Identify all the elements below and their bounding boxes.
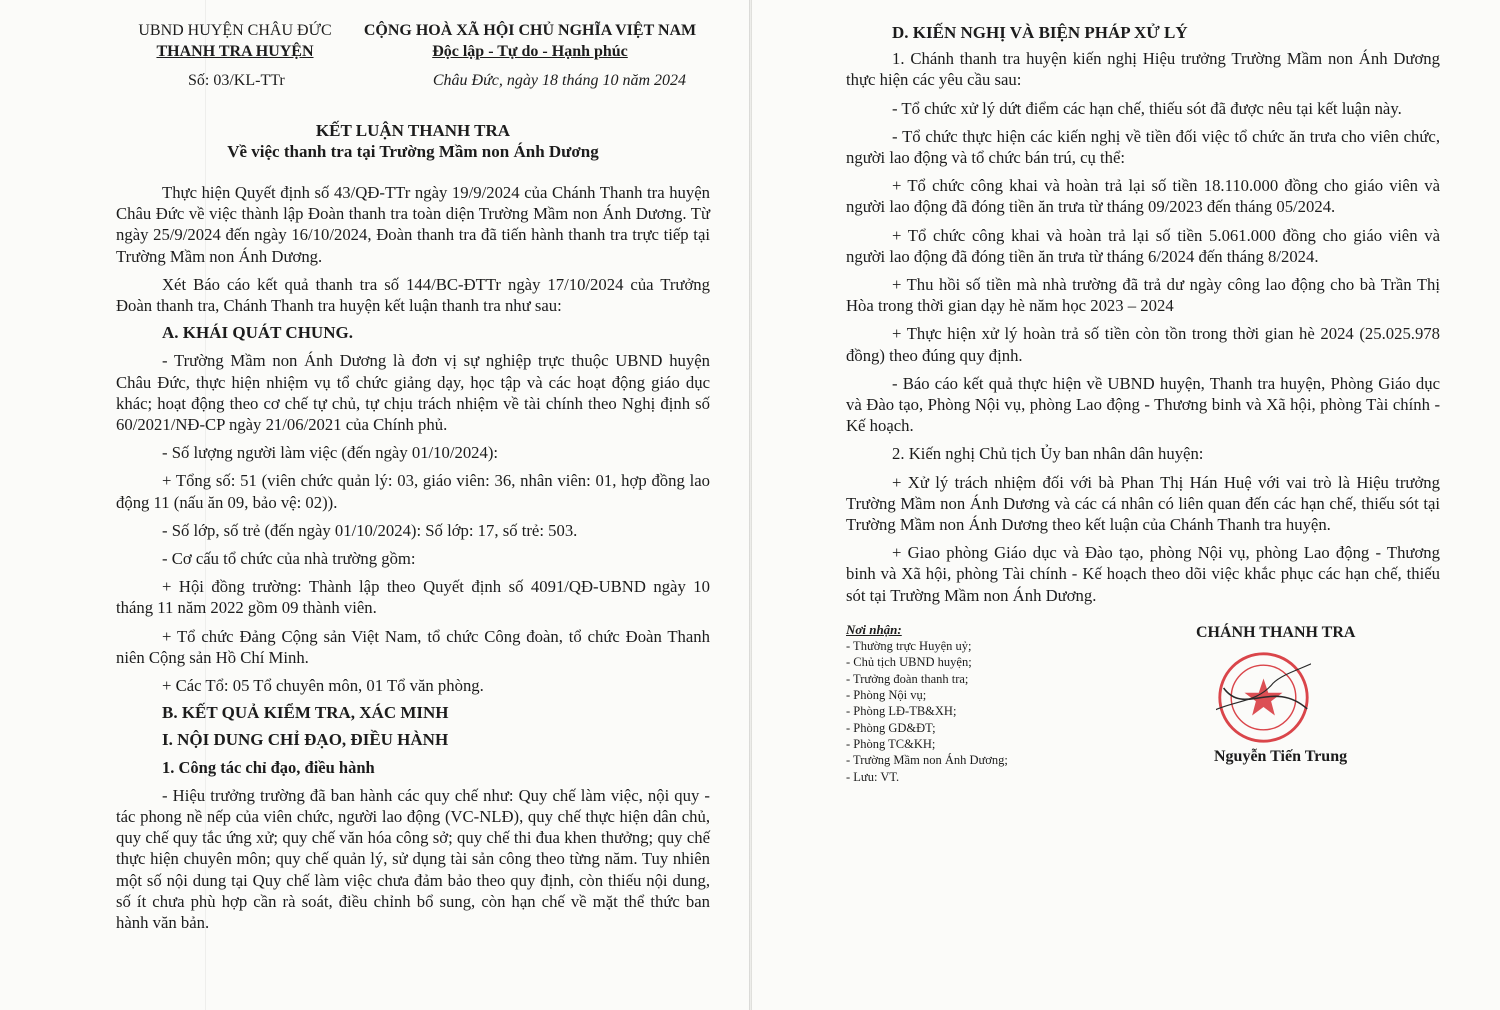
document-number: Số: 03/KL-TTr — [188, 72, 285, 89]
section-b-paragraph: - Hiệu trưởng trường đã ban hành các quy chế như: Quy chế làm việc, nội quy - tác phong nề nếp của viên chức, người lao động (VC-NLĐ), quy chế thực hiện dân chủ, quy chế quy tắc ứng xử; quy chế văn hóa công sở; quy chế thi đua khen thưởng; quy chế thực hiện chuyên môn; quy chế quản lý, sử dụng tài sản công theo từng năm. Tuy nhiên một số nội dung tại Quy chế làm việc chưa đảm bảo theo quy định, còn thiếu nội dung, số ít chưa phù hợp cần rà soát, điều chỉnh bổ sung, còn hạn chế về mặt thể thức ban hành văn bản. — [116, 785, 710, 933]
title-main: KẾT LUẬN THANH TRA — [315, 121, 511, 140]
section-a-paragraph: + Các Tổ: 05 Tổ chuyên môn, 01 Tổ văn phòng. — [162, 676, 484, 696]
section-b-heading: B. KẾT QUẢ KIỂM TRA, XÁC MINH — [162, 703, 449, 723]
recipients-title: Nơi nhận: — [846, 621, 902, 637]
section-a-heading: A. KHÁI QUÁT CHUNG. — [162, 323, 353, 343]
section-d-paragraph: + Xử lý trách nhiệm đối với bà Phan Thị Hán Huệ với vai trò là Hiệu trưởng Trường Mầm non Ánh Dương và các cá nhân có liên quan đến các hạn chế, thiếu sót tại Trường Mầm non Ánh Dương theo kết luận của Chánh Thanh tra huyện. — [846, 472, 1440, 535]
section-d-paragraph: - Tổ chức xử lý dứt điểm các hạn chế, thiếu sót đã được nêu tại kết luận này. — [892, 98, 1402, 118]
section-d-paragraph: - Tổ chức thực hiện các kiến nghị về tiền đối việc tổ chức ăn trưa cho viên chức, người lao động và tổ chức bán trú, cụ thể: — [846, 126, 1440, 168]
paper-crease — [205, 0, 206, 1010]
recipients-list — [846, 622, 1008, 785]
section-b1-heading: I. NỘI DUNG CHỈ ĐẠO, ĐIỀU HÀNH — [162, 730, 449, 750]
section-a-paragraph: + Hội đồng trường: Thành lập theo Quyết định số 4091/QĐ-UBND ngày 10 tháng 11 năm 2022 gồm 09 thành viên. — [116, 577, 710, 618]
recipient-item: - Phòng TC&KH; — [846, 736, 936, 751]
recipient-item: - Trường Mầm non Ánh Dương; — [846, 753, 1008, 768]
recipient-item: - Phòng LĐ-TB&XH; — [846, 704, 957, 719]
section-a-paragraph: + Tổ chức Đảng Cộng sản Việt Nam, tổ chức Công đoàn, tổ chức Đoàn Thanh niên Cộng sản Hồ Chí Minh. — [116, 626, 710, 667]
agency-name: THANH TRA HUYỆN — [156, 43, 314, 60]
recipient-item: - Phòng GD&ĐT; — [846, 720, 936, 735]
document-date: Châu Đức, ngày 18 tháng 10 năm 2024 — [432, 72, 686, 89]
intro-paragraph-2: Xét Báo cáo kết quả thanh tra số 144/BC-ĐTTr ngày 17/10/2024 của Trưởng Đoàn thanh tra, Chánh Thanh tra huyện kết luận thanh tra như sau: — [116, 274, 710, 316]
nation-block — [350, 20, 710, 62]
section-d-paragraph: + Tổ chức công khai và hoàn trả lại số tiền 18.110.000 đồng cho giáo viên và người lao động đã đóng tiền ăn trưa từ tháng 09/2023 đến tháng 05/2024. — [846, 176, 1440, 217]
section-d-paragraph: - Báo cáo kết quả thực hiện về UBND huyện, Thanh tra huyện, Phòng Giáo dục và Đào tạo, Phòng Nội vụ, phòng Lao động - Thương binh và Xã hội, phòng Tài chính - Kế hoạch. — [846, 373, 1440, 436]
recipient-item: - Chủ tịch UBND huyện; — [846, 655, 972, 670]
section-a-paragraph: - Số lượng người làm việc (đến ngày 01/10/2024): — [162, 443, 499, 463]
agency-top: UBND HUYỆN CHÂU ĐỨC — [138, 22, 332, 39]
section-d-paragraph: + Tổ chức công khai và hoàn trả lại số tiền 5.061.000 đồng cho giáo viên và người lao động đã đóng tiền ăn trưa từ tháng 6/2024 đến tháng 8/2024. — [846, 225, 1440, 266]
official-seal-icon — [1216, 650, 1311, 745]
section-a-paragraph: - Cơ cấu tổ chức của nhà trường gồm: — [162, 549, 416, 569]
recipient-item: - Phòng Nội vụ; — [846, 688, 927, 703]
recipient-item: - Lưu: VT. — [846, 769, 900, 784]
section-a-paragraph: - Trường Mầm non Ánh Dương là đơn vị sự nghiệp trực thuộc UBND huyện Châu Đức, thực hiện nhiệm vụ tổ chức giảng dạy, học tập và các hoạt động giáo dục khác; hoạt động theo cơ chế tự chủ, tự chịu trách nhiệm về tài chính theo Nghị định số 60/2021/NĐ-CP ngày 21/06/2021 của Chính phủ. — [116, 351, 710, 435]
section-a-paragraph: + Tổng số: 51 (viên chức quản lý: 03, giáo viên: 36, nhân viên: 01, hợp đồng lao động 11 (nấu ăn 09, bảo vệ: 02)). — [116, 471, 710, 512]
signer-name: Nguyễn Tiến Trung — [1214, 747, 1348, 765]
nation-title: CỘNG HOÀ XÃ HỘI CHỦ NGHĨA VIỆT NAM — [363, 22, 697, 39]
section-d-paragraph: 1. Chánh thanh tra huyện kiến nghị Hiệu trưởng Trường Mầm non Ánh Dương thực hiện các yêu cầu sau: — [846, 49, 1440, 90]
section-d-paragraph: + Thu hồi số tiền mà nhà trường đã trả dư ngày công lao động cho bà Trần Thị Hòa trong thời gian dạy hè năm học 2023 – 2024 — [846, 275, 1440, 316]
recipient-item: - Thường trực Huyện uỷ; — [846, 639, 972, 654]
title-sub: Về việc thanh tra tại Trường Mầm non Ánh Dương — [227, 142, 599, 161]
section-d-paragraph: 2. Kiến nghị Chủ tịch Ủy ban nhân dân huyện: — [892, 444, 1204, 464]
signature-area — [846, 622, 1440, 822]
signer-role: CHÁNH THANH TRA — [1196, 623, 1356, 641]
recipient-item: - Trưởng đoàn thanh tra; — [846, 671, 969, 686]
intro-paragraph-1: Thực hiện Quyết định số 43/QĐ-TTr ngày 19/9/2024 của Chánh Thanh tra huyện Châu Đức về việc thành lập Đoàn thanh tra toàn diện Trường Mầm non Ánh Dương. Từ ngày 25/9/2024 đến ngày 16/10/2024, Đoàn thanh tra đã tiến hành thanh tra trực tiếp tại Trường Mầm non Ánh Dương. — [116, 183, 710, 266]
right-page — [752, 0, 1500, 1010]
nation-motto: Độc lập - Tự do - Hạnh phúc — [432, 43, 628, 60]
section-d-heading: D. KIẾN NGHỊ VÀ BIỆN PHÁP XỬ LÝ — [892, 23, 1188, 42]
section-d-paragraph: + Thực hiện xử lý hoàn trả số tiền còn tồn trong thời gian hè 2024 (25.025.978 đồng) theo đúng quy định. — [846, 324, 1440, 365]
agency-block — [130, 20, 340, 62]
section-d-paragraph: + Giao phòng Giáo dục và Đào tạo, phòng Nội vụ, phòng Lao động - Thương binh và Xã hội, phòng Tài chính - Kế hoạch theo dõi việc khắc phục các hạn chế, thiếu sót tại Trường Mầm non Ánh Dương. — [846, 543, 1440, 605]
section-a-paragraph: - Số lớp, số trẻ (đến ngày 01/10/2024): Số lớp: 17, số trẻ: 503. — [162, 520, 578, 540]
section-b11-heading: 1. Công tác chỉ đạo, điều hành — [162, 757, 375, 777]
